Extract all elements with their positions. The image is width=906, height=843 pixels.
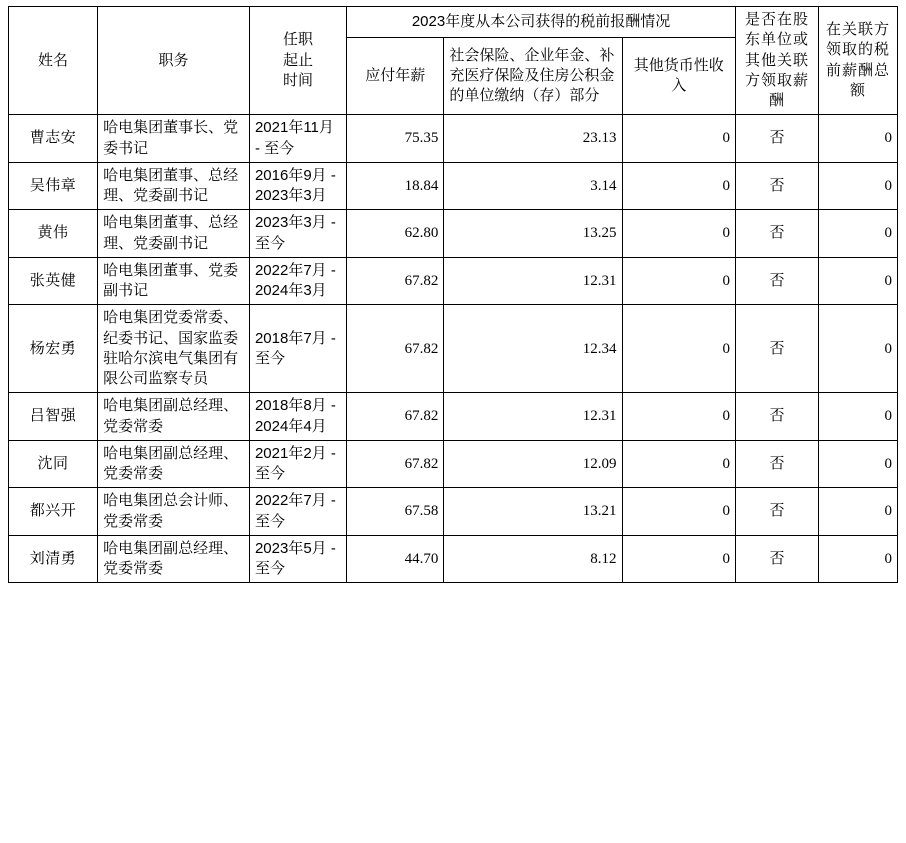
cell-tenure: 2022年7月 - 2024年3月 (249, 257, 346, 305)
cell-insurance: 12.09 (444, 440, 622, 488)
cell-name: 刘清勇 (9, 535, 98, 583)
cell-from-shareholder: 否 (735, 488, 818, 536)
cell-insurance: 12.31 (444, 257, 622, 305)
table-row (9, 210, 898, 258)
cell-other-income: 0 (622, 115, 735, 163)
cell-related-party-total: 0 (818, 257, 897, 305)
cell-other-income: 0 (622, 393, 735, 441)
cell-related-party-total: 0 (818, 488, 897, 536)
cell-tenure: 2021年11月 - 至今 (249, 115, 346, 163)
cell-related-party-total: 0 (818, 440, 897, 488)
cell-from-shareholder: 否 (735, 393, 818, 441)
cell-from-shareholder: 否 (735, 440, 818, 488)
table-row (9, 488, 898, 536)
cell-payable-salary: 18.84 (347, 162, 444, 210)
column-header-tenure (249, 7, 346, 115)
cell-tenure: 2021年2月 - 至今 (249, 440, 346, 488)
column-header-payable-salary: 应付年薪 (347, 38, 444, 115)
table-header (9, 7, 898, 115)
cell-position: 哈电集团党委常委、纪委书记、国家监委驻哈尔滨电气集团有限公司监察专员 (98, 305, 250, 393)
cell-from-shareholder: 否 (735, 210, 818, 258)
cell-position: 哈电集团董事长、党委书记 (98, 115, 250, 163)
cell-position: 哈电集团总会计师、党委常委 (98, 488, 250, 536)
cell-insurance: 23.13 (444, 115, 622, 163)
cell-from-shareholder: 否 (735, 115, 818, 163)
cell-name: 黄伟 (9, 210, 98, 258)
cell-related-party-total: 0 (818, 305, 897, 393)
cell-other-income: 0 (622, 535, 735, 583)
cell-from-shareholder: 否 (735, 305, 818, 393)
column-header-name: 姓名 (9, 7, 98, 115)
cell-position: 哈电集团副总经理、党委常委 (98, 440, 250, 488)
cell-payable-salary: 67.82 (347, 440, 444, 488)
cell-name: 吴伟章 (9, 162, 98, 210)
table-row (9, 535, 898, 583)
cell-insurance: 13.25 (444, 210, 622, 258)
cell-related-party-total: 0 (818, 535, 897, 583)
cell-insurance: 3.14 (444, 162, 622, 210)
cell-related-party-total: 0 (818, 393, 897, 441)
cell-name: 张英健 (9, 257, 98, 305)
cell-position: 哈电集团副总经理、党委常委 (98, 393, 250, 441)
cell-position: 哈电集团董事、党委副书记 (98, 257, 250, 305)
cell-insurance: 12.31 (444, 393, 622, 441)
cell-payable-salary: 67.82 (347, 393, 444, 441)
cell-tenure: 2018年7月 - 至今 (249, 305, 346, 393)
cell-payable-salary: 75.35 (347, 115, 444, 163)
cell-other-income: 0 (622, 210, 735, 258)
cell-name: 吕智强 (9, 393, 98, 441)
table-row (9, 162, 898, 210)
executive-compensation-table (8, 6, 898, 583)
table-row (9, 440, 898, 488)
cell-name: 都兴开 (9, 488, 98, 536)
cell-payable-salary: 62.80 (347, 210, 444, 258)
column-header-tenure-line3: 时间 (283, 71, 314, 89)
cell-payable-salary: 67.82 (347, 257, 444, 305)
column-header-tenure-line2: 起止 (283, 51, 314, 69)
cell-tenure: 2018年8月 - 2024年4月 (249, 393, 346, 441)
cell-position: 哈电集团副总经理、党委常委 (98, 535, 250, 583)
cell-name: 沈同 (9, 440, 98, 488)
cell-tenure: 2023年5月 - 至今 (249, 535, 346, 583)
table-row (9, 393, 898, 441)
table-row (9, 305, 898, 393)
cell-related-party-total: 0 (818, 210, 897, 258)
cell-insurance: 13.21 (444, 488, 622, 536)
column-header-from-shareholder: 是否在股东单位或其他关联方领取薪酬 (735, 7, 818, 115)
table-row (9, 257, 898, 305)
column-header-insurance: 社会保险、企业年金、补充医疗保险及住房公积金的单位缴纳（存）部分 (444, 38, 622, 115)
cell-payable-salary: 67.58 (347, 488, 444, 536)
cell-position: 哈电集团董事、总经理、党委副书记 (98, 162, 250, 210)
column-header-related-party-total: 在关联方领取的税前薪酬总额 (818, 7, 897, 115)
cell-insurance: 8.12 (444, 535, 622, 583)
cell-other-income: 0 (622, 440, 735, 488)
cell-related-party-total: 0 (818, 115, 897, 163)
cell-name: 曹志安 (9, 115, 98, 163)
column-header-position: 职务 (98, 7, 250, 115)
cell-other-income: 0 (622, 162, 735, 210)
table-row (9, 115, 898, 163)
cell-from-shareholder: 否 (735, 162, 818, 210)
cell-name: 杨宏勇 (9, 305, 98, 393)
cell-other-income: 0 (622, 257, 735, 305)
column-group-header-pretax-compensation: 2023年度从本公司获得的税前报酬情况 (347, 7, 736, 38)
cell-position: 哈电集团董事、总经理、党委副书记 (98, 210, 250, 258)
cell-payable-salary: 67.82 (347, 305, 444, 393)
table-header-row-1 (9, 7, 898, 38)
cell-from-shareholder: 否 (735, 257, 818, 305)
cell-insurance: 12.34 (444, 305, 622, 393)
table-body (9, 115, 898, 583)
cell-other-income: 0 (622, 305, 735, 393)
cell-tenure: 2016年9月 - 2023年3月 (249, 162, 346, 210)
cell-tenure: 2022年7月 - 至今 (249, 488, 346, 536)
column-header-other-income: 其他货币性收入 (622, 38, 735, 115)
cell-related-party-total: 0 (818, 162, 897, 210)
column-header-tenure-line1: 任职 (283, 31, 314, 49)
cell-from-shareholder: 否 (735, 535, 818, 583)
cell-other-income: 0 (622, 488, 735, 536)
cell-tenure: 2023年3月 - 至今 (249, 210, 346, 258)
cell-payable-salary: 44.70 (347, 535, 444, 583)
